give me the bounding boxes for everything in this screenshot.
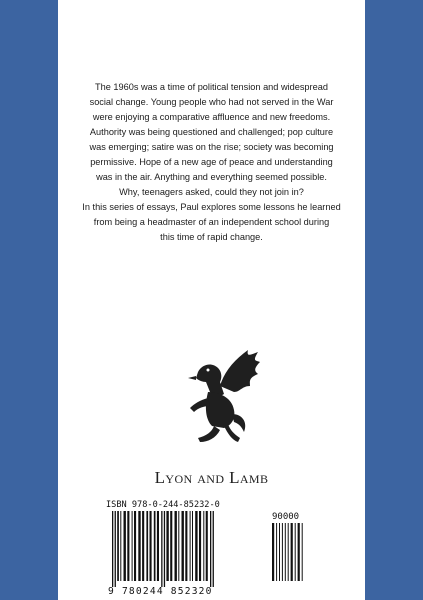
blurb-line: Authority was being questioned and challenged; pop culture xyxy=(89,127,334,137)
griffin-icon xyxy=(168,342,264,452)
blurb-line: was emerging; satire was on the rise; society was becoming xyxy=(89,142,334,152)
cover-panel xyxy=(58,0,365,600)
barcode-bars xyxy=(106,511,326,587)
blurb-line: The 1960s was a time of political tension and widespread xyxy=(95,82,328,92)
blurb-line: Why, teenagers asked, could they not join in? xyxy=(119,187,304,197)
blurb-line: were enjoying a comparative affluence and new freedoms. xyxy=(92,112,331,122)
blurb-line: this time of rapid change. xyxy=(160,232,263,242)
blurb-line: In this series of essays, Paul explores some lessons he learned xyxy=(82,202,341,212)
price-code: 90000 xyxy=(272,512,300,522)
barcode xyxy=(106,499,326,600)
ean-digits: 9 780244 852320 xyxy=(108,586,213,597)
blurb-line: permissive. Hope of a new age of peace and understanding xyxy=(90,157,333,167)
blurb-line: from being a headmaster of an independent school during xyxy=(93,217,330,227)
isbn-text: ISBN 978-0-244-85232-0 xyxy=(106,500,220,510)
blurb-line: was in the air. Anything and everything seemed possible. xyxy=(96,172,327,182)
blurb-text xyxy=(58,80,365,245)
publisher-name: Lyon and Lamb xyxy=(154,468,269,487)
blurb-line: social change. Young people who had not served in the War xyxy=(89,97,334,107)
